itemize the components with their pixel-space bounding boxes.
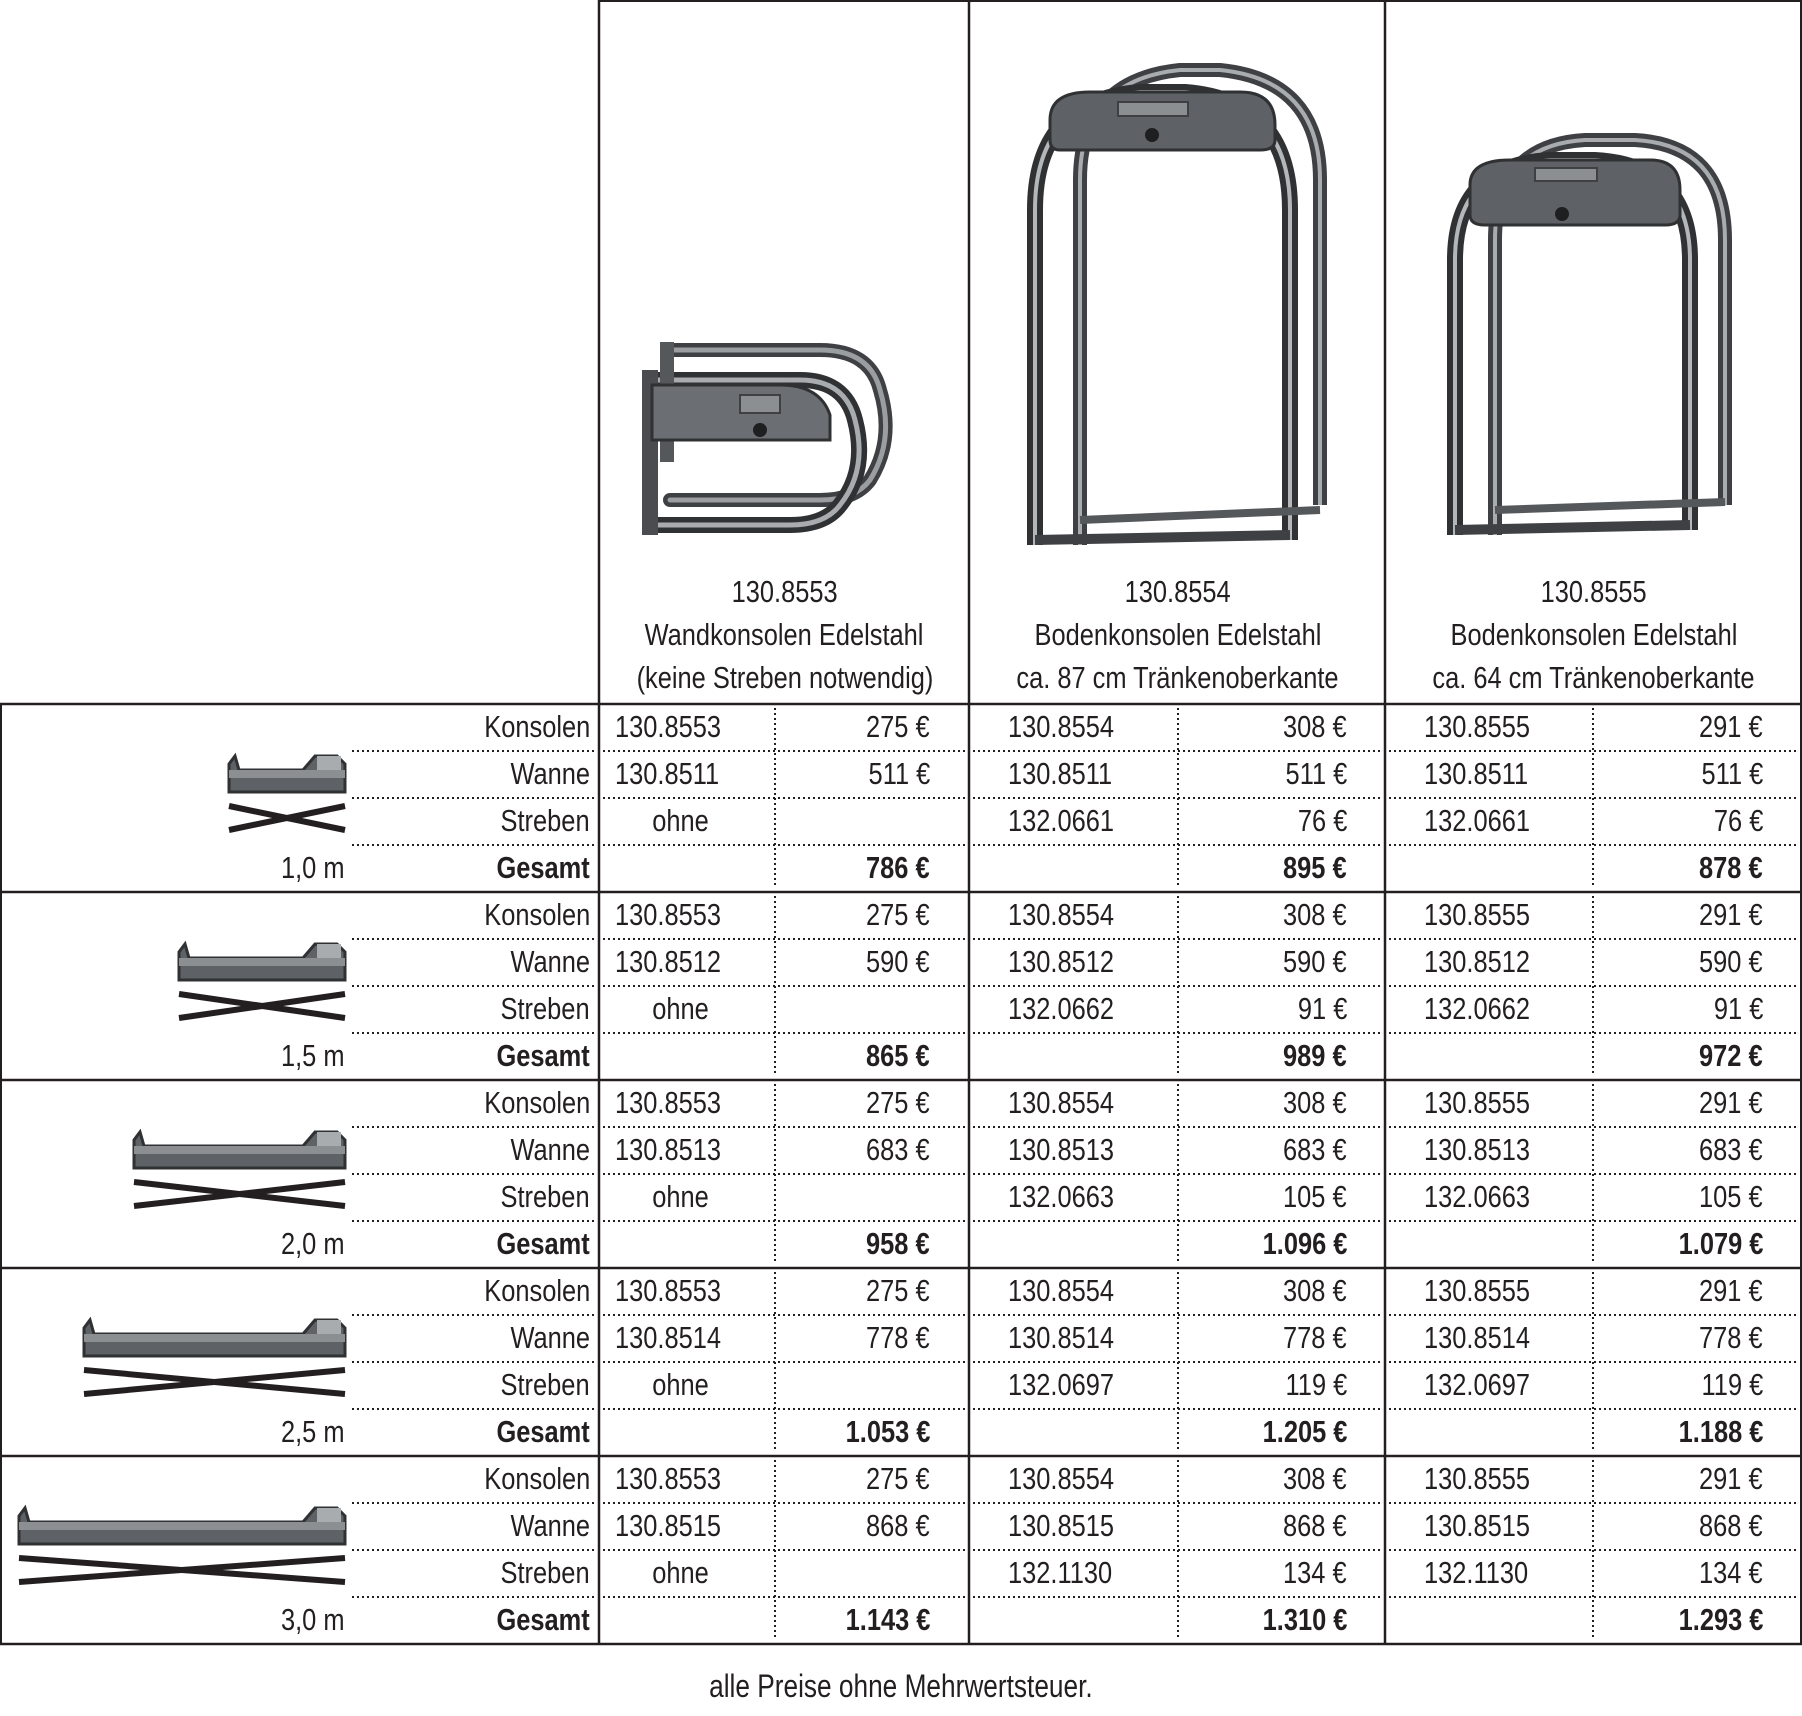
trough-icon xyxy=(225,752,355,842)
row-label-wanne: Wanne xyxy=(510,1132,590,1167)
article-number: 130.8513 xyxy=(615,1132,722,1167)
price: 590 € xyxy=(1283,944,1347,979)
trough-icon xyxy=(15,1504,355,1594)
product-name: Wandkonsolen Edelstahl xyxy=(645,617,924,652)
row-label-gesamt: Gesamt xyxy=(496,850,590,885)
price: 683 € xyxy=(866,1132,930,1167)
product-number: 130.8555 xyxy=(1540,574,1647,609)
short-floor-bracket-image xyxy=(1425,130,1755,540)
price: 308 € xyxy=(1283,709,1347,744)
price: 778 € xyxy=(866,1320,930,1355)
article-number: 132.0662 xyxy=(1008,991,1115,1026)
wall-bracket-image xyxy=(630,330,940,550)
article-number xyxy=(1008,1414,1158,1450)
article-number: 132.0662 xyxy=(1424,991,1531,1026)
article-number: 130.8554 xyxy=(1008,1085,1115,1120)
article-number: 130.8512 xyxy=(1424,944,1531,979)
article-number xyxy=(1424,850,1574,886)
price xyxy=(760,1179,930,1215)
article-number: 130.8555 xyxy=(1424,1085,1531,1120)
article-number: 132.0661 xyxy=(1008,803,1115,838)
product-header-short-floor xyxy=(1386,570,1801,699)
price: 291 € xyxy=(1699,1085,1763,1120)
row-label-streben: Streben xyxy=(500,991,590,1026)
article-number: 130.8512 xyxy=(1008,944,1115,979)
article-number: 132.1130 xyxy=(1008,1555,1113,1590)
price: 119 € xyxy=(1701,1367,1763,1402)
row-label-wanne: Wanne xyxy=(510,756,590,791)
row-label-gesamt: Gesamt xyxy=(496,1226,590,1261)
trough-icon xyxy=(130,1128,355,1218)
article-number xyxy=(615,1226,765,1262)
row-label-gesamt: Gesamt xyxy=(496,1414,590,1449)
article-number: 130.8515 xyxy=(1424,1508,1531,1543)
length-label: 3,0 m xyxy=(281,1602,345,1637)
row-label-konsolen: Konsolen xyxy=(483,709,590,744)
price: 590 € xyxy=(866,944,930,979)
article-number xyxy=(1424,1602,1574,1638)
total-price: 865 € xyxy=(866,1038,930,1073)
price: 291 € xyxy=(1699,709,1763,744)
article-number: 130.8555 xyxy=(1424,897,1531,932)
length-label: 1,5 m xyxy=(281,1038,345,1073)
article-number: 130.8514 xyxy=(1424,1320,1531,1355)
article-number: 130.8554 xyxy=(1008,1461,1115,1496)
article-number xyxy=(1424,1038,1574,1074)
article-number xyxy=(1424,1226,1574,1262)
price: 868 € xyxy=(1283,1508,1347,1543)
total-price: 989 € xyxy=(1283,1038,1347,1073)
total-price: 958 € xyxy=(866,1226,930,1261)
article-number xyxy=(615,1602,765,1638)
length-label: 2,5 m xyxy=(281,1414,345,1449)
article-number: 130.8553 xyxy=(615,709,722,744)
row-label-gesamt: Gesamt xyxy=(496,1038,590,1073)
product-number: 130.8554 xyxy=(1124,574,1231,609)
article-number: 130.8553 xyxy=(615,897,722,932)
product-note: ca. 64 cm Tränkenoberkante xyxy=(1432,660,1755,695)
price: 119 € xyxy=(1285,1367,1347,1402)
footer-note: alle Preise ohne Mehrwertsteuer. xyxy=(709,1668,1093,1704)
length-label: 2,0 m xyxy=(281,1226,345,1261)
total-price: 1.079 € xyxy=(1678,1226,1763,1261)
article-number: 130.8555 xyxy=(1424,709,1531,744)
article-number: ohne xyxy=(651,803,709,838)
price xyxy=(760,991,930,1027)
price: 105 € xyxy=(1699,1179,1763,1214)
price: 134 € xyxy=(1283,1555,1347,1590)
row-label-wanne: Wanne xyxy=(510,944,590,979)
article-number: ohne xyxy=(651,1555,709,1590)
row-label-wanne: Wanne xyxy=(510,1320,590,1355)
article-number: 132.0661 xyxy=(1424,803,1531,838)
total-price: 1.310 € xyxy=(1262,1602,1347,1637)
price: 291 € xyxy=(1699,1273,1763,1308)
price: 511 € xyxy=(868,756,930,791)
tall-floor-bracket-image xyxy=(1010,30,1340,550)
article-number: 130.8553 xyxy=(615,1461,722,1496)
price: 308 € xyxy=(1283,1273,1347,1308)
total-price: 1.143 € xyxy=(845,1602,930,1637)
article-number: 130.8555 xyxy=(1424,1273,1531,1308)
price: 275 € xyxy=(866,1085,930,1120)
article-number: 130.8553 xyxy=(615,1273,722,1308)
product-name: Bodenkonsolen Edelstahl xyxy=(1034,617,1321,652)
price: 308 € xyxy=(1283,897,1347,932)
total-price: 1.293 € xyxy=(1678,1602,1763,1637)
price xyxy=(760,803,930,839)
article-number: 130.8513 xyxy=(1008,1132,1115,1167)
product-header-wall xyxy=(600,570,969,699)
total-price: 1.188 € xyxy=(1678,1414,1763,1449)
article-number: 130.8513 xyxy=(1424,1132,1531,1167)
total-price: 1.053 € xyxy=(845,1414,930,1449)
article-number: ohne xyxy=(651,1179,709,1214)
row-label-konsolen: Konsolen xyxy=(483,1461,590,1496)
article-number: 130.8514 xyxy=(1008,1320,1115,1355)
row-label-streben: Streben xyxy=(500,1367,590,1402)
trough-icon xyxy=(175,940,355,1030)
price: 868 € xyxy=(866,1508,930,1543)
article-number: ohne xyxy=(651,991,709,1026)
total-price: 1.205 € xyxy=(1262,1414,1347,1449)
trough-icon xyxy=(80,1316,355,1406)
article-number: 130.8554 xyxy=(1008,709,1115,744)
article-number xyxy=(1424,1414,1574,1450)
price: 275 € xyxy=(866,709,930,744)
product-note: ca. 87 cm Tränkenoberkante xyxy=(1016,660,1339,695)
article-number xyxy=(1008,1038,1158,1074)
price: 511 € xyxy=(1285,756,1347,791)
price: 683 € xyxy=(1699,1132,1763,1167)
article-number xyxy=(1008,1226,1158,1262)
price: 511 € xyxy=(1701,756,1763,791)
article-number xyxy=(615,1414,765,1450)
total-price: 972 € xyxy=(1699,1038,1763,1073)
article-number xyxy=(615,1038,765,1074)
article-number: 130.8555 xyxy=(1424,1461,1531,1496)
product-name: Bodenkonsolen Edelstahl xyxy=(1450,617,1737,652)
price xyxy=(760,1367,930,1403)
row-label-konsolen: Konsolen xyxy=(483,897,590,932)
row-label-konsolen: Konsolen xyxy=(483,1085,590,1120)
article-number: 130.8511 xyxy=(1424,756,1529,791)
row-label-streben: Streben xyxy=(500,1555,590,1590)
product-note: (keine Streben notwendig) xyxy=(636,660,933,695)
total-price: 878 € xyxy=(1699,850,1763,885)
article-number: 130.8515 xyxy=(1008,1508,1115,1543)
price: 134 € xyxy=(1699,1555,1763,1590)
price: 91 € xyxy=(1297,991,1347,1026)
article-number: 132.0697 xyxy=(1424,1367,1531,1402)
total-price: 786 € xyxy=(866,850,930,885)
article-number: 130.8554 xyxy=(1008,1273,1115,1308)
article-number xyxy=(1008,850,1158,886)
total-price: 895 € xyxy=(1283,850,1347,885)
price: 105 € xyxy=(1283,1179,1347,1214)
row-label-konsolen: Konsolen xyxy=(483,1273,590,1308)
product-header-tall-floor xyxy=(970,570,1385,699)
product-number: 130.8553 xyxy=(731,574,838,609)
price: 275 € xyxy=(866,1273,930,1308)
price: 291 € xyxy=(1699,1461,1763,1496)
price: 275 € xyxy=(866,897,930,932)
article-number: 130.8511 xyxy=(615,756,720,791)
row-label-wanne: Wanne xyxy=(510,1508,590,1543)
article-number: 132.0663 xyxy=(1008,1179,1115,1214)
article-number: 130.8553 xyxy=(615,1085,722,1120)
article-number: ohne xyxy=(651,1367,709,1402)
article-number xyxy=(615,850,765,886)
price: 275 € xyxy=(866,1461,930,1496)
price: 683 € xyxy=(1283,1132,1347,1167)
article-number: 130.8554 xyxy=(1008,897,1115,932)
article-number: 132.1130 xyxy=(1424,1555,1529,1590)
row-label-streben: Streben xyxy=(500,803,590,838)
price: 308 € xyxy=(1283,1461,1347,1496)
price: 291 € xyxy=(1699,897,1763,932)
article-number: 132.0663 xyxy=(1424,1179,1531,1214)
price: 308 € xyxy=(1283,1085,1347,1120)
price: 778 € xyxy=(1283,1320,1347,1355)
price: 91 € xyxy=(1713,991,1763,1026)
article-number: 132.0697 xyxy=(1008,1367,1115,1402)
article-number: 130.8512 xyxy=(615,944,722,979)
price: 868 € xyxy=(1699,1508,1763,1543)
article-number: 130.8515 xyxy=(615,1508,722,1543)
article-number: 130.8511 xyxy=(1008,756,1113,791)
article-number xyxy=(1008,1602,1158,1638)
price xyxy=(760,1555,930,1591)
total-price: 1.096 € xyxy=(1262,1226,1347,1261)
row-label-gesamt: Gesamt xyxy=(496,1602,590,1637)
price: 76 € xyxy=(1297,803,1347,838)
price: 778 € xyxy=(1699,1320,1763,1355)
article-number: 130.8514 xyxy=(615,1320,722,1355)
price: 76 € xyxy=(1713,803,1763,838)
length-label: 1,0 m xyxy=(281,850,345,885)
price: 590 € xyxy=(1699,944,1763,979)
row-label-streben: Streben xyxy=(500,1179,590,1214)
